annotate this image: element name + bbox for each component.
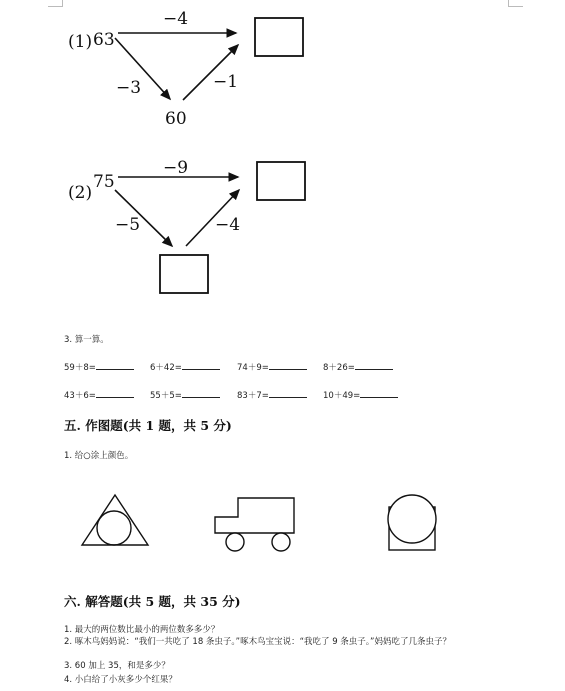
calc-item-text: 74＋9=: [237, 363, 269, 373]
problem-1-label: (1): [68, 32, 93, 52]
circle-to-color[interactable]: [388, 495, 436, 543]
problem-1-top-op: −4: [163, 9, 189, 29]
triangle-with-circle-shape: [82, 495, 148, 545]
calc-item: [237, 361, 307, 373]
calc-item: [150, 361, 220, 373]
answer-blank[interactable]: [355, 361, 393, 370]
answer-blank[interactable]: [360, 389, 398, 398]
problem-2-top-op: −9: [163, 158, 189, 178]
calc-item: [64, 361, 134, 373]
problem-1-right-op: −1: [213, 72, 239, 92]
calc-item-text: 6＋42=: [150, 363, 182, 373]
shapes-figure: [0, 490, 565, 570]
section-5-question-1: 1. 给○涂上颜色。: [64, 451, 134, 461]
problem-2-right-op: −4: [215, 215, 241, 235]
problem-2-start: 75: [93, 172, 115, 192]
problem-2-diagram: [0, 150, 565, 300]
calc-item-text: 8＋26=: [323, 363, 355, 373]
calc-item-text: 59＋8=: [64, 363, 96, 373]
circle-to-color[interactable]: [97, 511, 131, 545]
problem-1-start: 63: [93, 30, 115, 50]
circle-in-square-shape: [388, 495, 436, 550]
section-6-heading: 六. 解答题(共 5 题，共 35 分): [64, 594, 241, 609]
problem-1-answer-box: [255, 18, 303, 56]
section-6-question: 3. 60 加上 35，和是多少？: [64, 661, 170, 671]
section-6-question: 4. 小白给了小灰多少个红果？: [64, 675, 177, 685]
problem-2-answer-box-top: [257, 162, 305, 200]
calc-item: [323, 389, 398, 401]
truck-shape: [215, 498, 294, 551]
calc-item: [323, 361, 393, 373]
section-6-question: 2. 啄木鸟妈妈说：“我们一共吃了 18 条虫子。”啄木鸟宝宝说：“我吃了 9 条虫子。”妈妈吃了几条虫子？: [64, 637, 451, 647]
problem-2-answer-box-bottom: [160, 255, 208, 293]
answer-blank[interactable]: [182, 361, 220, 370]
section-3-title: 3. 算一算。: [64, 335, 109, 345]
answer-blank[interactable]: [269, 361, 307, 370]
problem-1-diagram: [0, 0, 565, 140]
circle-to-color[interactable]: [226, 533, 244, 551]
problem-1-left-op: −3: [116, 78, 142, 98]
problem-1-bottom: 60: [165, 109, 187, 129]
answer-blank[interactable]: [182, 389, 220, 398]
problem-2-left-op: −5: [115, 215, 141, 235]
answer-blank[interactable]: [269, 389, 307, 398]
calc-item: [237, 389, 307, 401]
calc-item: [150, 389, 220, 401]
answer-blank[interactable]: [96, 389, 134, 398]
circle-to-color[interactable]: [272, 533, 290, 551]
answer-blank[interactable]: [96, 361, 134, 370]
calc-item-text: 83＋7=: [237, 391, 269, 401]
section-5-heading: 五. 作图题(共 1 题，共 5 分): [64, 418, 232, 433]
section-6-question: 1. 最大的两位数比最小的两位数多多少？: [64, 625, 220, 635]
calc-item-text: 55＋5=: [150, 391, 182, 401]
calc-item-text: 10＋49=: [323, 391, 361, 401]
problem-2-label: (2): [68, 183, 93, 203]
calc-item-text: 43＋6=: [64, 391, 96, 401]
calc-item: [64, 389, 134, 401]
